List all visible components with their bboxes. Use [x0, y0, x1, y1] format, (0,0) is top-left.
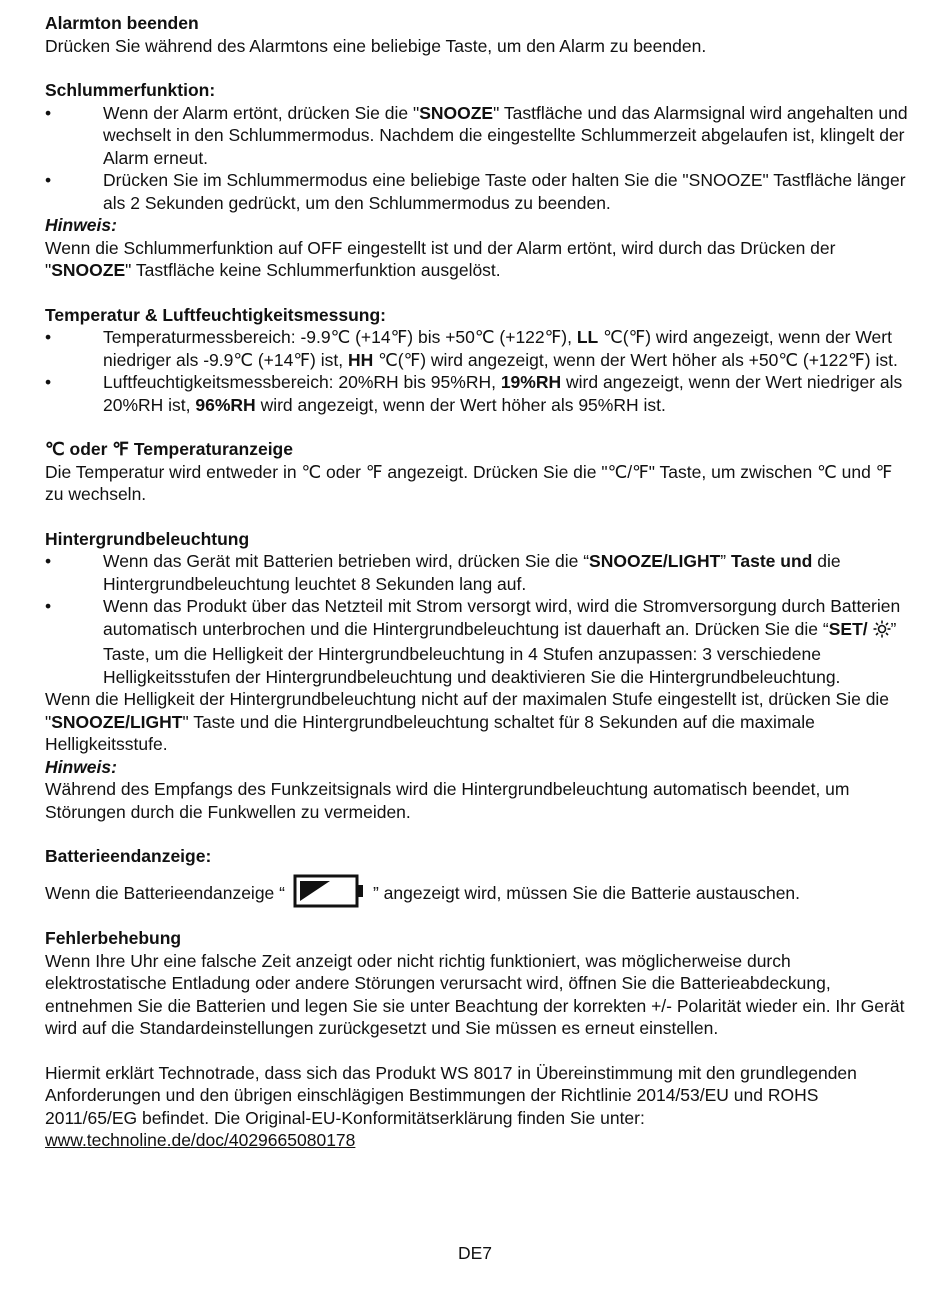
backlight-para: Wenn die Helligkeit der Hintergrundbeleuchtung nicht auf der maximalen Stufe eingestellt ist, drücken Sie die "SNOOZE/LIGHT" Taste und die Hintergrundbeleuchtung schaltet für 8 Sekunden auf die maximale Helligkeitsstufe. — [45, 689, 890, 754]
bullet: • — [45, 327, 52, 347]
alarm-stop-text: Drücken Sie während des Alarmtons eine beliebige Taste, um den Alarm zu beenden. — [45, 35, 707, 56]
heading-temperature: Temperatur & Luftfeuchtigkeitsmessung: — [45, 304, 386, 325]
temperature-list — [45, 326, 915, 416]
brightness-icon — [873, 620, 891, 644]
list-item: • Wenn der Alarm ertönt, drücken Sie die "SNOOZE" Tastfläche und das Alarmsignal wird angehalten und wechselt in den Schlummermodus. Nachdem die eingestellte Schlummerzeit abgelaufen ist, klingelt der Alarm erneut. — [45, 102, 908, 168]
heading-troubleshooting: Fehlerbehebung — [45, 928, 182, 948]
bullet: • — [45, 102, 52, 123]
note-label: Hinweis: — [45, 756, 117, 777]
list-item: • Drücken Sie im Schlummermodus eine beliebige Taste oder halten Sie die "SNOOZE" Tastfläche länger als 2 Sekunden gedrückt, um den Schlummermodus zu beenden. — [45, 170, 906, 213]
backlight-list — [45, 550, 915, 688]
document-page — [45, 12, 915, 1152]
heading-battery: Batterieendanzeige: — [45, 846, 212, 866]
heading-snooze: Schlummerfunktion: — [45, 80, 216, 100]
declaration-link[interactable]: www.technoline.de/doc/4029665080178 — [45, 1130, 356, 1150]
troubleshooting-text: Wenn Ihre Uhr eine falsche Zeit anzeigt oder nicht richtig funktioniert, was möglicherweise durch elektrostatische Entladung oder andere Störungen verursacht wird, öffnen Sie die Batterieabdeckung, entnehmen Sie die Batterien und legen Sie sie unter Beachtung der korrekten +/- Polarität wieder ein. Ihr Gerät wird auf die Standardeinstellungen zurückgesetzt und Sie müssen es erneut einstellen. — [45, 950, 905, 1038]
snooze-note-text: Wenn die Schlummerfunktion auf OFF eingestellt ist und der Alarm ertönt, wird durch das Drücken der "SNOOZE" Tastfläche keine Schlummerfunktion ausgelöst. — [45, 237, 836, 280]
list-item: • Wenn das Gerät mit Batterien betrieben wird, drücken Sie die “SNOOZE/LIGHT” Taste und die Hintergrundbeleuchtung leuchtet 8 Sekunden lang auf. — [45, 551, 841, 594]
note-label: Hinweis: — [45, 215, 117, 235]
list-item: • Temperaturmessbereich: -9.9℃ (+14℉) bis +50℃ (+122℉), LL ℃(℉) wird angezeigt, wenn der Wert niedriger als -9.9℃ (+14℉) ist, HH ℃(℉) wird angezeigt, wenn der Wert höher als +50℃ (+122℉) ist. — [45, 327, 898, 370]
list-item: • Luftfeuchtigkeitsmessbereich: 20%RH bis 95%RH, 19%RH wird angezeigt, wenn der Wert niedriger als 20%RH ist, 96%RH wird angezeigt, wenn der Wert höher als 95%RH ist. — [45, 372, 903, 415]
low-battery-icon — [293, 874, 365, 914]
bullet: • — [45, 596, 52, 616]
declaration-text: Hiermit erklärt Technotrade, dass sich das Produkt WS 8017 in Übereinstimmung mit den grundlegenden Anforderungen und den übrigen einschlägigen Bestimmungen der Richtlinie 2014/53/EU und ROHS 2011/65/EG befindet. Die Original-EU-Konformitätserklärung finden Sie unter: www.technoline.de/doc/4029665080178 — [45, 1062, 857, 1150]
heading-alarm-stop: Alarmton beenden — [45, 13, 199, 33]
page-number: DE7 — [457, 1243, 493, 1263]
heading-unit: ℃ oder ℉ Temperaturanzeige — [45, 439, 293, 459]
unit-text: Die Temperatur wird entweder in ℃ oder ℉ angezeigt. Drücken Sie die "℃/℉" Taste, um zwischen ℃ und ℉ zu wechseln. — [45, 461, 893, 504]
bullet: • — [45, 170, 52, 190]
list-item: • Wenn das Produkt über das Netzteil mit Strom versorgt wird, wird die Stromversorgung durch Batterien automatisch unterbrochen und die Hintergrundbeleuchtung ist dauerhaft an. Drücken Sie die “SET/ ” Taste, um die Helligkeit der Hintergrundbeleuchtung in 4 Stufen anzupassen: 3 verschiedene Helligkeitsstufen der Hintergrundbeleuchtung und deaktivieren Sie die Hintergrundbeleuchtung. — [45, 596, 901, 687]
backlight-note-text: Während des Empfangs des Funkzeitsignals wird die Hintergrundbeleuchtung automatisch beendet, um Störungen durch die Funkwellen zu vermeiden. — [45, 779, 850, 822]
battery-text: Wenn die Batterieendanzeige “ ” angezeigt wird, müssen Sie die Batterie austauschen. — [45, 874, 915, 914]
heading-backlight: Hintergrundbeleuchtung — [45, 528, 250, 549]
snooze-list — [45, 102, 915, 215]
bullet: • — [45, 372, 52, 392]
bullet: • — [45, 551, 52, 571]
